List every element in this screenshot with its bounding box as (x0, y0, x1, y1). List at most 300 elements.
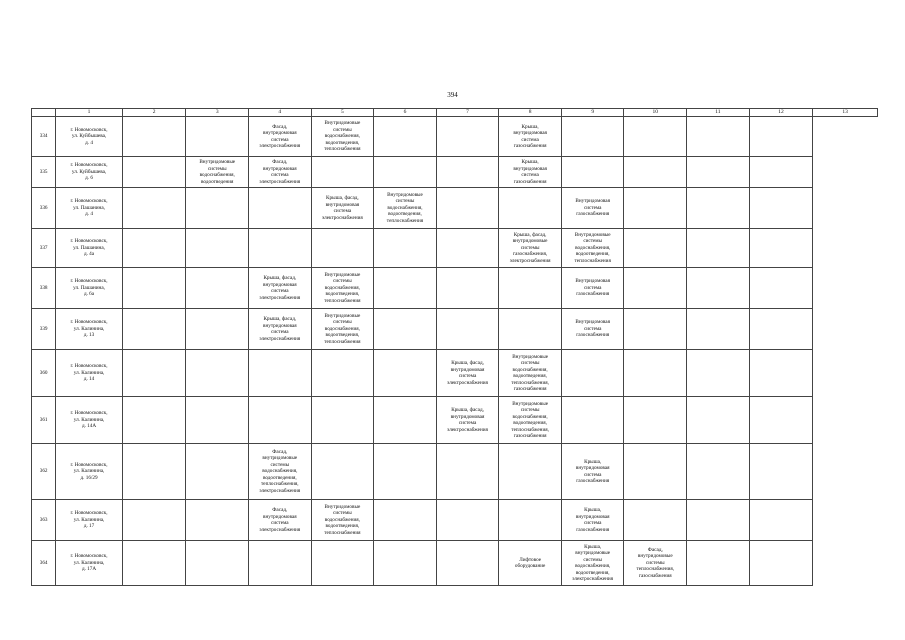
work-cell-c8 (436, 397, 499, 444)
header-cell: 4 (249, 109, 312, 117)
cell-line: внутридомовая (575, 513, 610, 520)
table-cell (122, 229, 186, 268)
address-line: д. 4а (83, 251, 95, 258)
work-cell-c10 (561, 350, 624, 397)
cell-line: теплоснабжения, (261, 481, 299, 488)
address-cell (56, 268, 123, 309)
work-cell-c5 (249, 188, 312, 229)
work-cell-c5 (249, 500, 312, 541)
work-cell-c9 (499, 541, 562, 586)
row-number: 362 (32, 444, 56, 500)
cell-line: Внутридомовые (387, 191, 423, 198)
cell-line: система (333, 208, 352, 214)
cell-line: Лифтовое (519, 556, 542, 563)
header-cell: 9 (561, 109, 624, 117)
work-cell-c7 (374, 541, 437, 586)
row-number: 334 (32, 117, 56, 157)
work-cell-c11 (624, 188, 687, 229)
cell-line: электроснабжения (259, 143, 301, 149)
table-cell (749, 309, 813, 350)
cell-line: теплоснабжения (324, 146, 361, 153)
work-cell-c4 (186, 268, 249, 309)
address-line: ул. Калинина, (73, 325, 105, 332)
address-line: г. Новомосковск, (70, 126, 108, 133)
work-cell-c5 (249, 350, 312, 397)
cell-line: водоснабжения, (324, 284, 360, 291)
work-cell-c10 (561, 309, 624, 350)
cell-line: газоснабжения (576, 332, 610, 339)
address-line: д. 14 (83, 376, 95, 383)
address-line: д. 6 (85, 175, 93, 182)
header-cell: 6 (374, 109, 437, 117)
table-cell (687, 268, 750, 309)
header-cell: 1 (56, 109, 123, 117)
cell-line: Внутридомовая (575, 198, 610, 205)
cell-line: газоснабжения (513, 143, 547, 149)
address-line: г. Новомосковск, (70, 363, 108, 370)
cell-line: водоснабжения, (199, 172, 235, 178)
work-cell-c6 (311, 188, 374, 229)
table-cell (749, 157, 813, 188)
cell-line: водоснабжения, (575, 244, 611, 251)
work-cell-c4 (186, 117, 249, 157)
cell-line: оборудование (514, 563, 546, 569)
cell-line: Фасад, (272, 507, 288, 513)
cell-line: системы (333, 126, 352, 133)
cell-line: водоснабжения, (324, 516, 360, 523)
cell-line: Крыша, фасад, (451, 360, 484, 366)
work-cell-c5 (249, 397, 312, 444)
cell-line: Внутридомовые (199, 159, 236, 165)
cell-line: газоснабжения (576, 211, 610, 218)
work-cell-c6 (311, 309, 374, 350)
cell-line: внутридомовая (263, 322, 297, 329)
work-cell-c11 (624, 268, 687, 309)
cell-line: система (583, 471, 602, 478)
table-row (32, 268, 878, 309)
table-cell (749, 229, 813, 268)
cell-line: электроснабжения (259, 335, 301, 342)
table-row (32, 117, 878, 157)
work-cell-c8 (436, 350, 499, 397)
cell-line: Крыша, (584, 458, 602, 465)
cell-line: водоснабжения, (512, 366, 548, 373)
cell-line: система (583, 284, 602, 291)
work-cell-c10 (561, 117, 624, 157)
table-cell (122, 157, 186, 188)
cell-line: системы (583, 238, 603, 245)
work-cell-c7 (374, 350, 437, 397)
row-number: 363 (32, 500, 56, 541)
address-line: ул. Калинина, (73, 369, 105, 376)
work-cell-c11 (624, 500, 687, 541)
cell-line: внутридомовая (325, 201, 360, 208)
overhaul-schedule-table (31, 108, 878, 586)
table-cell (749, 444, 813, 500)
cell-line: Крыша, фасад, (326, 195, 359, 201)
table-cell (749, 397, 813, 444)
work-cell-c9 (499, 309, 562, 350)
cell-line: водоотведения, (513, 420, 547, 426)
address-cell (56, 157, 123, 188)
work-cell-c10 (561, 397, 624, 444)
table-cell (122, 188, 186, 229)
work-cell-c4 (186, 309, 249, 350)
cell-line: Внутридомовые (324, 271, 361, 278)
work-cell-c10 (561, 444, 624, 500)
row-number: 335 (32, 157, 56, 188)
cell-line: газоснабжения (638, 572, 672, 579)
work-cell-c11 (624, 117, 687, 157)
cell-line: система (271, 172, 289, 178)
cell-line: внутридомовая (513, 165, 547, 172)
cell-line: водоотведения, (325, 291, 360, 298)
work-cell-c9 (499, 268, 562, 309)
cell-line: система (583, 520, 602, 526)
cell-line: система (521, 136, 539, 143)
cell-line: Внутридомовые (574, 231, 611, 238)
cell-line: водоотведения, (388, 211, 422, 218)
work-cell-c4 (186, 397, 249, 444)
table-row (32, 397, 878, 444)
work-cell-c9 (499, 188, 562, 229)
address-line: г. Новомосковск, (70, 553, 108, 560)
header-cell: 2 (122, 109, 186, 117)
cell-line: водоснабжения, (324, 325, 360, 332)
work-cell-c6 (311, 444, 374, 500)
work-cell-c5 (249, 157, 312, 188)
address-cell (56, 500, 123, 541)
work-cell-c10 (561, 500, 624, 541)
table-cell (687, 500, 750, 541)
address-line: д. 17 (83, 523, 95, 530)
work-cell-c9 (499, 444, 562, 500)
address-line: ул. Куйбышева, (71, 133, 107, 140)
page-number: 394 (447, 91, 458, 99)
cell-line: теплоснабжения (324, 338, 361, 345)
cell-line: газоснабжения, (513, 251, 548, 258)
cell-line: внутридомовые (512, 238, 548, 245)
table-cell (122, 268, 186, 309)
work-cell-c10 (561, 188, 624, 229)
cell-line: Крыша, фасад, (263, 316, 297, 322)
address-line: ул. Пашанина, (73, 204, 105, 211)
cell-line: системы (520, 244, 540, 251)
header-cell: 3 (186, 109, 249, 117)
table-row (32, 444, 878, 500)
address-line: д. 4 (85, 211, 93, 218)
work-cell-c4 (186, 541, 249, 586)
table-cell (122, 444, 186, 500)
cell-line: Крыша, фасад, (451, 407, 484, 413)
header-cell: 12 (749, 109, 813, 117)
cell-line: Внутридомовые (512, 400, 548, 407)
table-cell (687, 444, 750, 500)
address-line: д. 13 (83, 332, 95, 339)
table-cell (122, 117, 186, 157)
table-cell (687, 117, 750, 157)
address-line: г. Новомосковск, (70, 162, 108, 169)
table-cell (749, 268, 813, 309)
cell-line: теплоснабжения (574, 257, 611, 264)
address-line: д. 6а (83, 291, 95, 298)
table-cell (749, 500, 813, 541)
table-row (32, 188, 878, 229)
cell-line: электроснабжения (447, 379, 488, 386)
address-line: г. Новомосковск, (70, 198, 108, 205)
cell-line: теплоснабжения (324, 297, 361, 304)
table-cell (687, 397, 750, 444)
row-number: 338 (32, 268, 56, 309)
work-cell-c11 (624, 229, 687, 268)
cell-line: внутридомовая (450, 366, 485, 373)
cell-line: водоотведения (201, 178, 234, 185)
work-cell-c11 (624, 350, 687, 397)
cell-line: внутридомовые (637, 553, 673, 560)
work-cell-c10 (561, 541, 624, 586)
table-cell (749, 350, 813, 397)
work-cell-c10 (561, 157, 624, 188)
work-cell-c9 (499, 500, 562, 541)
cell-line: электроснабжения (447, 426, 488, 433)
work-cell-c7 (374, 444, 437, 500)
address-line: ул. Куйбышева, (71, 168, 107, 175)
cell-line: внутридомовая (263, 513, 297, 520)
cell-line: электроснабжения (259, 487, 301, 494)
cell-line: водоотведения, (262, 474, 297, 481)
address-line: д. 4 (85, 139, 93, 146)
work-cell-c5 (249, 268, 312, 309)
address-line: г. Новомосковск, (70, 278, 108, 285)
address-cell (56, 444, 123, 500)
table-cell (749, 188, 813, 229)
cell-line: теплоснабжения, (511, 426, 549, 433)
table-cell (122, 500, 186, 541)
work-cell-c6 (311, 157, 374, 188)
cell-line: Крыша, (584, 543, 602, 550)
address-line: ул. Пашанина, (73, 244, 105, 251)
work-cell-c5 (249, 541, 312, 586)
address-line: д. 16/29 (80, 474, 98, 481)
cell-line: газоснабжения (576, 291, 610, 298)
address-line: д. 17А (81, 566, 97, 573)
work-cell-c7 (374, 309, 437, 350)
work-cell-c8 (436, 188, 499, 229)
work-cell-c7 (374, 188, 437, 229)
address-cell (56, 117, 123, 157)
work-cell-c7 (374, 397, 437, 444)
table-row (32, 500, 878, 541)
cell-line: Фасад, (272, 448, 288, 455)
work-cell-c6 (311, 229, 374, 268)
work-cell-c6 (311, 397, 374, 444)
work-cell-c11 (624, 541, 687, 586)
work-cell-c8 (436, 229, 499, 268)
table-cell (749, 541, 813, 586)
cell-line: теплоснабжения, (636, 566, 675, 573)
work-cell-c4 (186, 500, 249, 541)
cell-line: системы (583, 556, 603, 563)
cell-line: Фасад, (647, 546, 663, 553)
header-row (32, 109, 878, 117)
cell-line: системы (333, 510, 352, 517)
cell-line: водоотведения, (513, 373, 547, 379)
cell-line: Крыша, (584, 507, 602, 513)
table-cell (687, 541, 750, 586)
table-cell (687, 229, 750, 268)
work-cell-c5 (249, 309, 312, 350)
work-cell-c10 (561, 268, 624, 309)
work-cell-c9 (499, 117, 562, 157)
cell-line: система (583, 204, 602, 211)
cell-line: системы (520, 407, 540, 413)
cell-line: системы (207, 165, 227, 172)
table-body (32, 109, 878, 586)
cell-line: электроснабжения (259, 526, 301, 533)
address-cell (56, 350, 123, 397)
work-cell-c8 (436, 268, 499, 309)
work-cell-c8 (436, 157, 499, 188)
work-cell-c7 (374, 157, 437, 188)
cell-line: Фасад, (272, 123, 288, 130)
work-cell-c4 (186, 157, 249, 188)
cell-line: Внутридомовые (324, 120, 361, 127)
table-cell (122, 397, 186, 444)
address-line: ул. Калинина, (73, 416, 105, 423)
address-line: г. Новомосковск, (70, 410, 108, 417)
address-line: г. Новомосковск, (70, 510, 108, 517)
work-cell-c11 (624, 157, 687, 188)
work-cell-c9 (499, 397, 562, 444)
cell-line: системы (270, 461, 290, 468)
table-cell (687, 188, 750, 229)
header-cell: 8 (499, 109, 562, 117)
address-cell (56, 397, 123, 444)
work-cell-c6 (311, 268, 374, 309)
cell-line: система (583, 325, 602, 332)
work-cell-c11 (624, 444, 687, 500)
address-cell (56, 188, 123, 229)
cell-line: газоснабжения (513, 386, 547, 392)
address-line: ул. Калинина, (73, 559, 105, 566)
table-cell (122, 309, 186, 350)
address-line: ул. Пашанина, (73, 284, 105, 291)
table-row (32, 350, 878, 397)
work-cell-c9 (499, 350, 562, 397)
work-cell-c7 (374, 117, 437, 157)
work-cell-c4 (186, 444, 249, 500)
table-cell (749, 117, 813, 157)
header-cell: 5 (311, 109, 374, 117)
row-number: 339 (32, 309, 56, 350)
cell-line: водоотведения, (325, 523, 360, 530)
header-cell: 10 (624, 109, 687, 117)
cell-line: система (271, 288, 289, 294)
cell-line: электроснабжения (259, 178, 301, 185)
cell-line: Внутридомовые (324, 503, 361, 510)
work-cell-c9 (499, 229, 562, 268)
work-cell-c6 (311, 117, 374, 157)
work-cell-c11 (624, 397, 687, 444)
table-cell (122, 350, 186, 397)
cell-line: Внутридомовые (324, 312, 361, 319)
work-cell-c7 (374, 268, 437, 309)
cell-line: системы (395, 198, 415, 205)
cell-line: электроснабжения (259, 294, 301, 301)
header-cell: 11 (687, 109, 750, 117)
row-number: 361 (32, 397, 56, 444)
work-cell-c8 (436, 444, 499, 500)
cell-line: внутридомовая (263, 165, 297, 172)
work-cell-c7 (374, 500, 437, 541)
work-cell-c8 (436, 541, 499, 586)
cell-line: теплоснабжения, (511, 379, 549, 386)
cell-line: водоснабжения, (324, 133, 360, 140)
cell-line: система (521, 172, 539, 178)
table-cell (122, 541, 186, 586)
cell-line: водоотведения, (575, 569, 610, 576)
row-number: 364 (32, 541, 56, 586)
address-line: ул. Калинина, (73, 516, 105, 523)
work-cell-c7 (374, 229, 437, 268)
cell-line: водоотведения, (575, 251, 610, 258)
table-row (32, 541, 878, 586)
address-line: д. 14А (81, 423, 97, 430)
table-cell (687, 309, 750, 350)
table-row (32, 229, 878, 268)
cell-line: системы (645, 559, 665, 566)
address-cell (56, 229, 123, 268)
row-number: 360 (32, 350, 56, 397)
work-cell-c6 (311, 350, 374, 397)
cell-line: системы (520, 360, 540, 366)
table-row (32, 157, 878, 188)
row-number: 336 (32, 188, 56, 229)
work-cell-c4 (186, 350, 249, 397)
cell-line: электроснабжения (509, 257, 551, 264)
cell-line: водоснабжения, (262, 468, 298, 475)
table-cell (687, 350, 750, 397)
cell-line: газоснабжения (576, 526, 610, 533)
cell-line: Крыша, (521, 123, 539, 130)
row-number: 337 (32, 229, 56, 268)
cell-line: Крыша, фасад, (513, 231, 547, 238)
cell-line: система (271, 329, 289, 335)
cell-line: система (458, 420, 477, 426)
cell-line: внутридомовая (450, 413, 485, 420)
cell-line: водоотведения, (325, 332, 360, 339)
work-cell-c10 (561, 229, 624, 268)
cell-line: Крыша, фасад, (263, 275, 297, 281)
cell-line: газоснабжения (576, 478, 610, 484)
cell-line: внутридомовая (263, 130, 297, 136)
cell-line: Внутридомовая (575, 278, 610, 285)
work-cell-c8 (436, 500, 499, 541)
cell-line: теплоснабжения (386, 217, 424, 224)
cell-line: внутридомовая (263, 281, 297, 288)
table-row (32, 309, 878, 350)
work-cell-c5 (249, 444, 312, 500)
address-line: ул. Калинина, (73, 468, 105, 475)
address-line: г. Новомосковск, (70, 461, 108, 468)
work-cell-c6 (311, 500, 374, 541)
work-cell-c4 (186, 188, 249, 229)
cell-line: теплоснабжения (324, 529, 361, 536)
cell-line: электроснабжения (321, 214, 363, 221)
address-cell (56, 541, 123, 586)
table-cell (687, 157, 750, 188)
cell-line: водоотведения, (325, 139, 360, 146)
